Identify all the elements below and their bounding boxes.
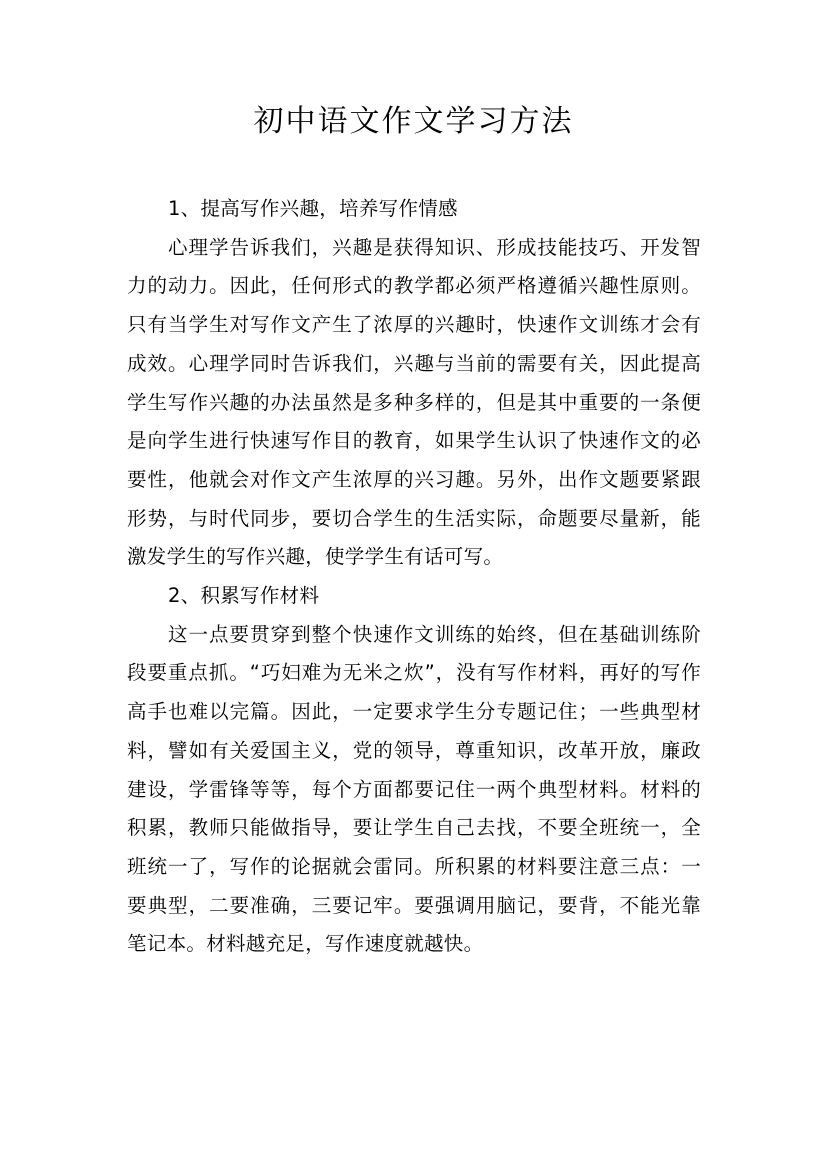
document-title: 初中语文作文学习方法 <box>253 104 574 139</box>
section-paragraph: 心理学告诉我们，兴趣是获得知识、形成技能技巧、开发智力的动力。因此，任何形式的教学都必须严格遵循兴趣性原则。只有当学生对写作文产生了浓厚的兴趣时，快速作文训练才会有成效。心理学同时告诉我们，兴趣与当前的需要有关，因此提高学生写作兴趣的办法虽然是多种多样的，但是其中重要的一条便是向学生进行快速写作目的教育，如果学生认识了快速作文的必要性，他就会对作文产生浓厚的兴习趣。另外，出作文题要紧跟形势，与时代同步，要切合学生的生活实际，命题要尽量新，能激发学生的写作兴趣，使学学生有话可写。 <box>127 235 701 569</box>
section-heading: 1、提高写作兴趣，培养写作情感 <box>167 197 458 220</box>
section-heading: 2、积累写作材料 <box>167 584 320 608</box>
document-body <box>127 190 701 964</box>
section-paragraph: 这一点要贯穿到整个快速作文训练的始终，但在基础训练阶段要重点抓。“巧妇难为无米之炊”，没有写作材料，再好的写作高手也难以完篇。因此，一定要求学生分专题记住；一些典型材料，譬如有关爱国主义，党的领导，尊重知识，改革开放，廉政建设，学雷锋等等，每个方面都要记住一两个典型材料。材料的积累，教师只能做指导，要让学生自己去找，不要全班统一，全班统一了，写作的论据就会雷同。所积累的材料要注意三点：一要典型，二要准确，三要记牢。要强调用脑记，要背，不能光靠笔记本。材料越充足，写作速度就越快。 <box>127 622 701 956</box>
